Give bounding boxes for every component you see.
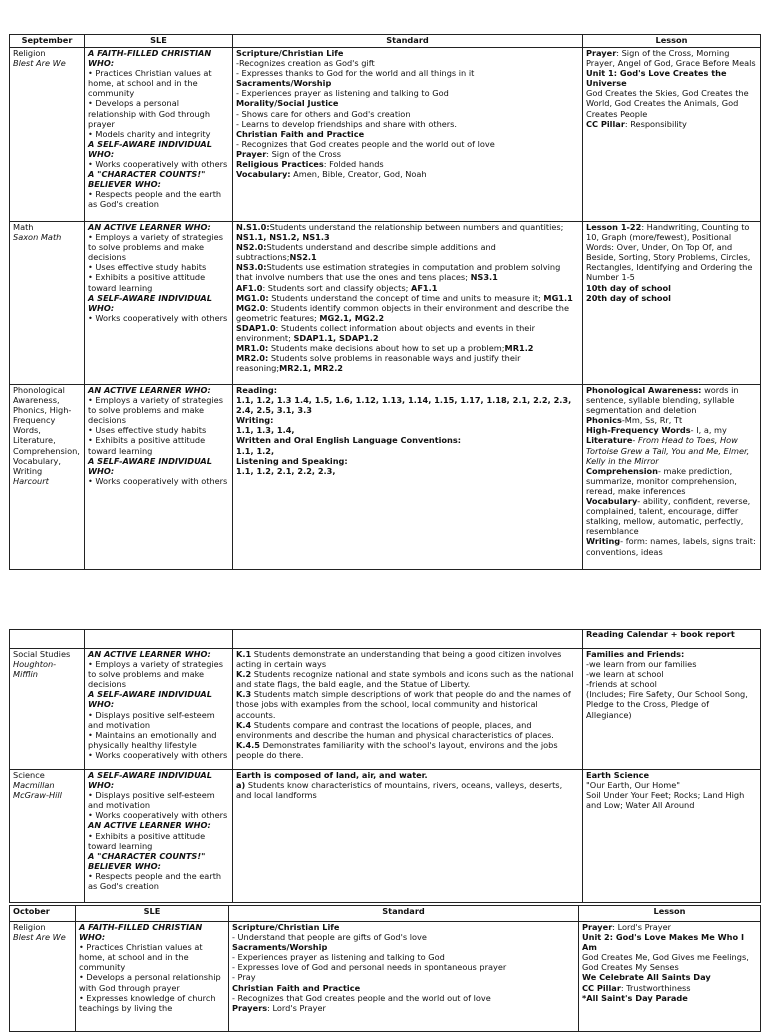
sle-cell — [85, 770, 233, 903]
cell-line: AN ACTIVE LEARNER WHO: — [88, 222, 211, 232]
lesson-cell — [583, 48, 761, 222]
cell-line: Vocabulary: Amen, Bible, Creator, God, Noah — [236, 169, 427, 180]
standard-cell — [233, 385, 583, 570]
cell-line: 10th day of school — [586, 282, 671, 293]
cell-line: N.S1.0:Students understand the relationship between numbers and quantities; NS1.1, NS1.2, NS1.3 — [236, 222, 564, 243]
cell-line: • Works cooperatively with others — [88, 312, 228, 323]
cell-line: Religious Practices: Folded hands — [236, 159, 384, 170]
cell-line: MG1.0: Students understand the concept of time and units to measure it; MG1.1 — [236, 292, 573, 303]
cell-line: Morality/Social Justice — [236, 98, 339, 109]
cell-line: • Develops a personal relationship with God through prayer — [79, 972, 221, 993]
sle-cell — [76, 922, 229, 1032]
october-table — [9, 905, 761, 1032]
cell-line: AN ACTIVE LEARNER WHO: — [88, 385, 211, 395]
subject-cell — [10, 385, 85, 570]
cell-line: 1.1, 1.2, 1.3 1.4, 1.5, 1.6, 1.12, 1.13, 1.14, 1.15, 1.17, 1.18, 2.1, 2.2, 2.3, 2.4, 2.5, 3.1, 3.3 — [236, 395, 572, 416]
textbook-name: Blest Are We — [13, 932, 66, 943]
subject-cell — [10, 48, 85, 222]
cell-line: MR1.0: Students make decisions about how to set up a problem;MR1.2 — [236, 343, 534, 354]
cell-line: 20th day of school — [586, 292, 671, 303]
table-row — [10, 770, 761, 903]
cell-line: K.4.5 Demonstrates familiarity with the school's layout, environs and the jobs people do there. — [236, 739, 558, 760]
subject-name: Phonological Awareness, Phonics, High-Frequency Words, Literature, Comprehension, Vocabulary, Writing — [13, 385, 80, 476]
cell-line: Prayer: Sign of the Cross — [236, 148, 342, 159]
cell-line: Lesson 1-22: Handwriting, Counting to 10, Graph (more/fewest), Positional Words: Over, Under, On Top Of, and Beside, Sorting, Story Problems, Circles, Rectangles, Identifying and Ordering the Number 1-5 — [586, 222, 753, 283]
sle-header: SLE — [85, 35, 233, 48]
cell-line: Prayers: Lord's Prayer — [232, 1002, 326, 1013]
cell-line: A SELF-AWARE INDIVIDUAL WHO: — [88, 138, 212, 159]
cell-line: a) Students know characteristics of mountains, rivers, oceans, valleys, deserts, and local landforms — [236, 780, 563, 801]
cell-line: • Practices Christian values at home, at school and in the community — [79, 942, 203, 973]
subject-cell — [10, 222, 85, 385]
standard-cell — [233, 48, 583, 222]
lesson-header: Lesson — [583, 35, 761, 48]
cell-line: -we learn at school — [586, 669, 664, 680]
lesson-cell — [583, 649, 761, 770]
lesson-cell — [583, 385, 761, 570]
subject-name: Science — [13, 770, 45, 780]
cell-line: • Displays positive self-esteem and motivation — [88, 709, 215, 730]
lesson-cell — [579, 922, 761, 1032]
standard-cell — [229, 922, 579, 1032]
cell-line: • Uses effective study habits — [88, 425, 207, 436]
cell-line: K.4 Students compare and contrast the locations of people, places, and environments and describe the human and physical characteristics of places. — [236, 719, 554, 740]
cell-line: - Recognizes that God creates people and the world out of love — [236, 138, 495, 149]
cell-line: CC Pillar: Trustworthiness — [582, 982, 691, 993]
standard-header: Standard — [233, 35, 583, 48]
cell-line: Sacraments/Worship — [232, 942, 328, 953]
cell-line: Earth Science — [586, 770, 650, 780]
cell-line: • Works cooperatively with others — [88, 159, 228, 170]
cell-line: Listening and Speaking: — [236, 455, 348, 466]
cell-line: A SELF-AWARE INDIVIDUAL WHO: — [88, 689, 212, 710]
cell-line: Prayer: Lord's Prayer — [582, 922, 672, 932]
cell-line: NS3.0:Students use estimation strategies in computation and problem solving that involve numbers that use the ones and tens places; NS3.1 — [236, 262, 561, 283]
month-header: September — [10, 35, 85, 48]
cell-line: Writing: — [236, 415, 274, 426]
subject-name: Religion — [13, 48, 46, 58]
cell-line: A FAITH-FILLED CHRISTIAN WHO: — [88, 48, 212, 69]
cell-line: Writing- form: names, labels, signs trait: conventions, ideas — [586, 536, 756, 557]
subject-name: Religion — [13, 922, 46, 932]
cell-line: We Celebrate All Saints Day — [582, 972, 711, 983]
cell-line: • Exhibits a positive attitude toward learning — [88, 830, 206, 851]
table-row — [10, 649, 761, 770]
cell-line: Phonological Awareness: words in sentence, syllable blending, syllable segmentation and deletion — [586, 385, 739, 416]
cell-line: Comprehension- make prediction, summarize, monitor comprehension, reread, make inferences — [586, 465, 737, 496]
cell-line: • Employs a variety of strategies to solve problems and make decisions — [88, 659, 223, 690]
cell-line: Soil Under Your Feet; Rocks; Land High and Low; Water All Around — [586, 790, 745, 811]
cell-line: • Works cooperatively with others — [88, 475, 228, 486]
cell-line: • Practices Christian values at home, at school and in the community — [88, 68, 212, 99]
subject-name: Social Studies — [13, 649, 71, 659]
cell-line: CC Pillar: Responsibility — [586, 118, 687, 129]
cell-line: AN ACTIVE LEARNER WHO: — [88, 649, 211, 659]
cell-line: • Exhibits a positive attitude toward learning — [88, 272, 206, 293]
cell-line: - Recognizes that God creates people and the world out of love — [232, 992, 491, 1003]
cell-line: • Works cooperatively with others — [88, 749, 228, 760]
cell-line: • Employs a variety of strategies to solve problems and make decisions — [88, 395, 223, 426]
subject-cell — [10, 922, 76, 1032]
lesson-cell — [583, 770, 761, 903]
cell-line: K.1 Students demonstrate an understanding that being a good citizen involves acting in certain ways — [236, 649, 562, 670]
cell-line: -Recognizes creation as God's gift — [236, 58, 375, 69]
cell-line: K.2 Students recognize national and state symbols and icons such as the national and state flags, the bald eagle, and the Statue of Liberty. — [236, 669, 574, 690]
cell-line: Sacraments/Worship — [236, 78, 332, 89]
cell-line: Vocabulary- ability, confident, reverse, complained, talent, encourage, differ stalking, mellow, automatic, perfectly, resemblance — [586, 496, 751, 537]
cell-line: A "CHARACTER COUNTS!" BELIEVER WHO: — [88, 169, 206, 190]
subject-cell — [10, 770, 85, 903]
cell-line: Written and Oral English Language Conventions: — [236, 435, 462, 446]
textbook-name: Saxon Math — [13, 232, 62, 243]
cell-line: AN ACTIVE LEARNER WHO: — [88, 820, 211, 831]
cell-line: Christian Faith and Practice — [232, 982, 361, 993]
cell-line: • Works cooperatively with others — [88, 810, 228, 821]
sle-cell — [85, 385, 233, 570]
cell-line: A SELF-AWARE INDIVIDUAL WHO: — [88, 455, 212, 476]
cell-line: K.3 Students match simple descriptions of work that people do and the names of those jobs with examples from the school, local community and historical accounts. — [236, 689, 571, 720]
cell-line: MG2.0: Students identify common objects in their environment and describe the geometric features; MG2.1, MG2.2 — [236, 302, 569, 323]
table-row — [10, 922, 761, 1032]
cell-line: -friends at school — [586, 679, 657, 690]
cell-line: - Expresses love of God and personal needs in spontaneous prayer — [232, 962, 507, 973]
cell-line: • Displays positive self-esteem and motivation — [88, 790, 215, 811]
sle-cell — [85, 48, 233, 222]
sle-header: SLE — [76, 906, 229, 922]
cell-line: • Exhibits a positive attitude toward learning — [88, 435, 206, 456]
lesson-cell — [583, 222, 761, 385]
cell-line: - Expresses thanks to God for the world and all things in it — [236, 68, 475, 79]
september-table — [9, 34, 761, 570]
cell-line: MR2.0: Students solve problems in reasonable ways and justify their reasoning;MR2.1, MR2.2 — [236, 353, 521, 374]
cell-line: - Shows care for others and God's creation — [236, 108, 411, 119]
cell-line: • Models charity and integrity — [88, 128, 211, 139]
cell-line: A FAITH-FILLED CHRISTIAN WHO: — [79, 922, 203, 943]
cell-line: God Creates the Skies, God Creates the World, God Creates the Animals, God Creates People — [586, 88, 749, 119]
lesson-header: Lesson — [579, 906, 761, 922]
cell-line: Scripture/Christian Life — [232, 922, 340, 932]
cell-line: AF1.0: Students sort and classify objects; AF1.1 — [236, 282, 438, 293]
cell-line: 1.1, 1.2, — [236, 445, 275, 456]
table-row — [10, 385, 761, 570]
cell-line: A "CHARACTER COUNTS!" BELIEVER WHO: — [88, 850, 206, 871]
cell-line: "Our Earth, Our Home" — [586, 780, 681, 791]
standard-header: Standard — [229, 906, 579, 922]
cell-line: • Respects people and the earth as God's creation — [88, 189, 222, 210]
sle-cell — [85, 649, 233, 770]
month-header: October — [10, 906, 76, 922]
cell-line: Scripture/Christian Life — [236, 48, 344, 58]
cell-line: • Maintains an emotionally and physically healthy lifestyle — [88, 729, 217, 750]
cell-line: Unit 1: God's Love Creates the Universe — [586, 68, 727, 89]
cell-line: Earth is composed of land, air, and water. — [236, 770, 428, 780]
standard-cell — [233, 770, 583, 903]
cell-line: Christian Faith and Practice — [236, 128, 365, 139]
continuation-table — [9, 629, 761, 903]
textbook-name: Harcourt — [13, 475, 49, 486]
cell-line: • Employs a variety of strategies to solve problems and make decisions — [88, 232, 223, 263]
textbook-name: Blest Are We — [13, 58, 66, 69]
textbook-name: Houghton-Mifflin — [13, 659, 57, 680]
subject-name: Math — [13, 222, 34, 232]
cell-line: Literature- From Head to Toes, How Tortoise Grew a Tail, You and Me, Elmer, Kelly in the Mirror — [586, 435, 750, 466]
cell-line: • Uses effective study habits — [88, 262, 207, 273]
cell-line: High-Frequency Words- I, a, my — [586, 425, 727, 436]
cell-line: A SELF-AWARE INDIVIDUAL WHO: — [88, 770, 212, 791]
subject-cell — [10, 649, 85, 770]
cell-line: - Experiences prayer as listening and talking to God — [232, 952, 445, 963]
cell-line: Phonics-Mm, Ss, Rr, Tt — [586, 415, 683, 426]
cell-line: - Learns to develop friendships and share with others. — [236, 118, 458, 129]
cell-line: SDAP1.0: Students collect information about objects and events in their environment; SDAP1.1, SDAP1.2 — [236, 322, 535, 344]
cell-line: -we learn from our families — [586, 659, 697, 670]
cell-line: A SELF-AWARE INDIVIDUAL WHO: — [88, 292, 212, 313]
cell-line: (Includes; Fire Safety, Our School Song, Pledge to the Cross, Pledge of Allegiance) — [586, 689, 748, 720]
cell-line: 1.1, 1.2, 2.1, 2.2, 2.3, — [236, 465, 336, 476]
standard-cell — [233, 222, 583, 385]
table-row — [10, 222, 761, 385]
cell-line: Reading: — [236, 385, 278, 395]
cell-line: 1.1, 1.3, 1.4, — [236, 425, 295, 436]
sle-cell — [85, 222, 233, 385]
cell-line: - Experiences prayer as listening and talking to God — [236, 88, 449, 99]
cell-line: • Expresses knowledge of church teachings by living the — [79, 992, 216, 1013]
cell-line: Prayer: Sign of the Cross, Morning Prayer, Angel of God, Grace Before Meals — [586, 48, 756, 69]
textbook-name: Macmillan McGraw-Hill — [13, 780, 62, 801]
cell-line: Families and Friends: — [586, 649, 685, 659]
cell-line: NS2.0:Students understand and describe simple additions and subtractions;NS2.1 — [236, 242, 496, 263]
cell-line: Unit 2: God's Love Makes Me Who I Am — [582, 932, 744, 953]
table-row — [10, 48, 761, 222]
cell-line: • Respects people and the earth as God's creation — [88, 870, 222, 892]
cell-line: God Creates Me, God Gives me Feelings, God Creates My Senses — [582, 952, 749, 973]
cell-line: *All Saint's Day Parade — [582, 992, 688, 1003]
lesson-header: Reading Calendar + book report — [583, 630, 761, 649]
cell-line: - Pray — [232, 972, 256, 983]
cell-line: • Develops a personal relationship with God through prayer — [88, 98, 211, 129]
standard-cell — [233, 649, 583, 770]
cell-line: - Understand that people are gifts of God's love — [232, 932, 427, 943]
